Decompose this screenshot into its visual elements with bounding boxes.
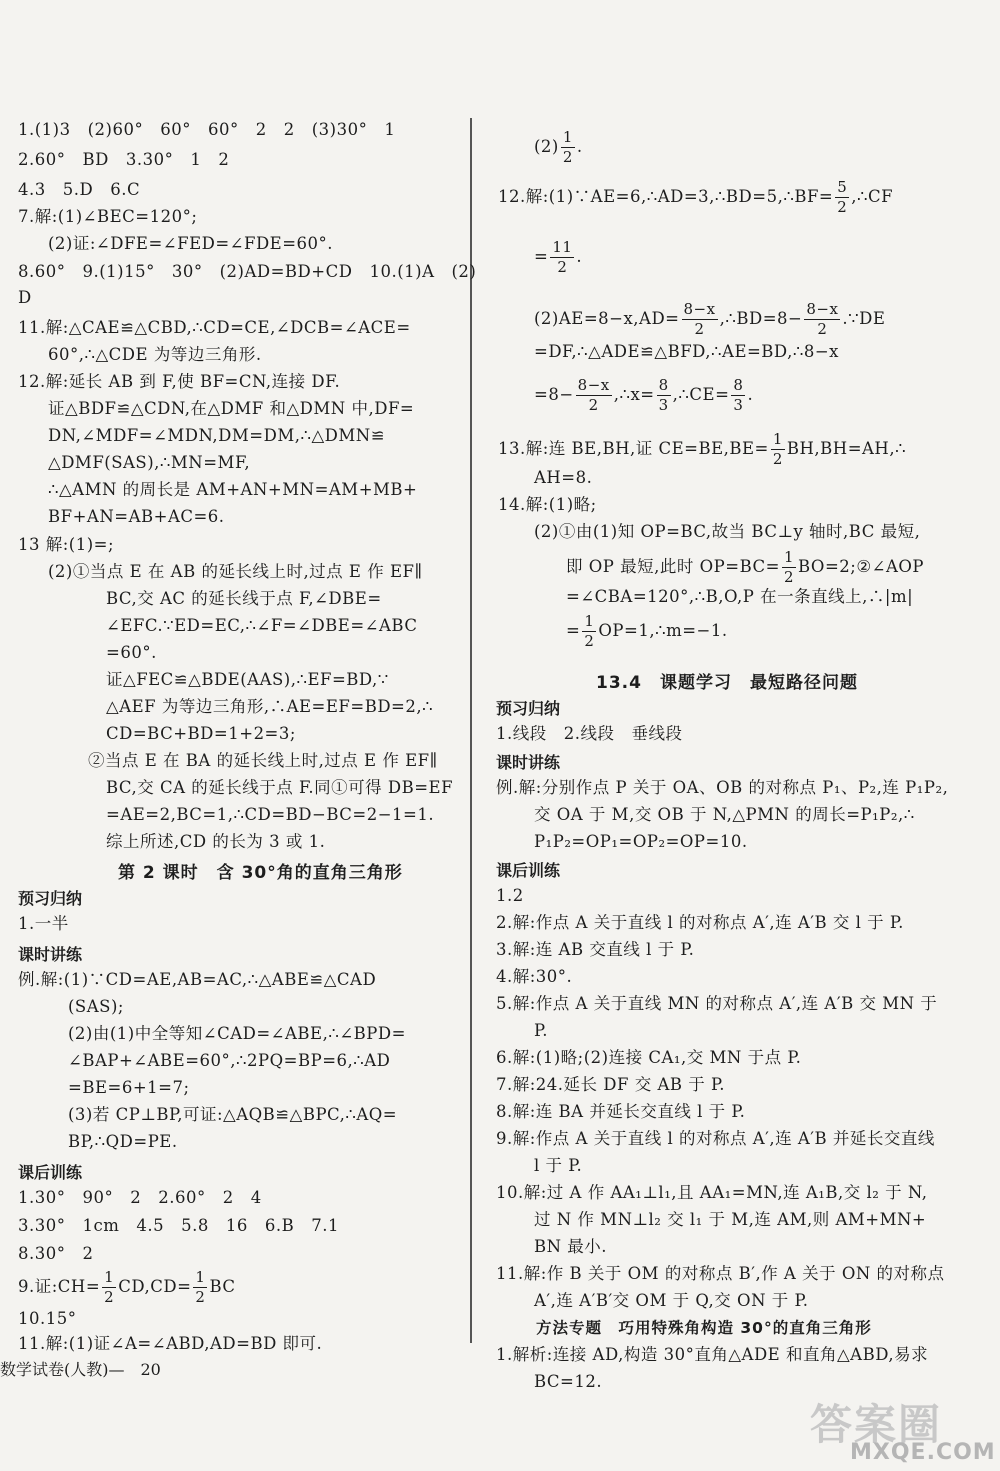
text-line: 13 解:(1)=;: [18, 535, 115, 554]
text-line: BC,交 CA 的延长线于点 F.同①可得 DB=EF: [106, 778, 454, 797]
text-line: 8.60° 9.(1)15° 30° (2)AD=BD+CD 10.(1)A (2): [18, 262, 477, 281]
text-line: =8− $\frac{8-x}{2}$ ,∴x= $\frac{8}{3}$ ,∴CE= $\frac{8}{3}$ .: [534, 376, 754, 414]
method-title: 方法专题 巧用特殊角构造 30°的直角三角形: [536, 1319, 872, 1337]
section-heading: 课后训练: [496, 861, 561, 880]
text-line: (2)①当点 E 在 AB 的延长线上时,过点 E 作 EF∥: [48, 562, 423, 581]
text-line: =DF,∴△ADE≌△BFD,∴AE=BD,∴8−x: [534, 342, 839, 361]
section-heading: 课时讲练: [496, 753, 561, 772]
watermark-url: MXQE.COM: [850, 1440, 996, 1465]
fraction: $\frac{1}{2}$: [562, 128, 573, 166]
page-footer: 数学试卷(人教)— 20: [0, 1360, 161, 1379]
text-line: 证△BDF≌△CDN,在△DMF 和△DMN 中,DF=: [48, 399, 415, 418]
text-line: 11.解:作 B 关于 OM 的对称点 B′,作 A 关于 ON 的对称点: [496, 1264, 945, 1283]
watermark-logo: 答案圈: [810, 1400, 943, 1449]
text-line: BN 最小.: [534, 1237, 608, 1256]
fraction: $\frac{8-x}{2}$: [806, 300, 839, 338]
text-line: 13.解:连 BE,BH,证 CE=BE,BE= $\frac{1}{2}$ BH,BH=AH,∴: [498, 430, 907, 468]
text-line: P.: [534, 1021, 549, 1040]
text-line: P₁P₂=OP₁=OP₂=OP=10.: [534, 832, 748, 851]
text-line: (2)由(1)中全等知∠CAD=∠ABE,∴∠BPD=: [68, 1024, 406, 1043]
text-line: A′,连 A′B′交 OM 于 Q,交 ON 于 P.: [534, 1291, 809, 1310]
text-line: =BE=6+1=7;: [68, 1078, 190, 1097]
text-line: =∠CBA=120°,∴B,O,P 在一条直线上,∴|m|: [566, 587, 914, 606]
fraction: $\frac{1}{2}$: [195, 1268, 206, 1306]
text-line: 6.解:(1)略;(2)连接 CA₁,交 MN 于点 P.: [496, 1048, 802, 1067]
text-line: 10.15°: [18, 1309, 77, 1328]
text-line: 14.解:(1)略;: [498, 495, 597, 514]
section-heading: 预习归纳: [18, 889, 83, 908]
column-divider: [470, 118, 472, 1343]
text-line: (2) $\frac{1}{2}$ .: [534, 128, 583, 166]
text-line: 4.3 5.D 6.C: [18, 180, 141, 199]
text-line: △DMF(SAS),∴MN=MF,: [48, 453, 251, 472]
text-line: 例.解:(1)∵CD=AE,AB=AC,∴△ABE≌△CAD: [18, 970, 377, 989]
text-line: △AEF 为等边三角形,∴AE=EF=BD=2,∴: [106, 697, 434, 716]
text-line: BC=12.: [534, 1372, 603, 1391]
text-line: (2)证:∠DFE=∠FED=∠FDE=60°.: [48, 234, 334, 253]
text-line: 3.解:连 AB 交直线 l 于 P.: [496, 940, 695, 959]
fraction: $\frac{5}{2}$: [837, 178, 848, 216]
text-line: 1.解析:连接 AD,构造 30°直角△ADE 和直角△ABD,易求: [496, 1345, 929, 1364]
text-line: 1.一半: [18, 914, 69, 933]
text-line: 9.解:作点 A 关于直线 l 的对称点 A′,连 A′B 并延长交直线: [496, 1129, 935, 1148]
text-line: 5.解:作点 A 关于直线 MN 的对称点 A′,连 A′B 交 MN 于: [496, 994, 938, 1013]
text-line: l 于 P.: [534, 1156, 583, 1175]
text-line: ∴△AMN 的周长是 AM+AN+MN=AM+MB+: [48, 480, 418, 499]
text-line: ∠BAP+∠ABE=60°,∴2PQ=BP=6,∴AD: [68, 1051, 391, 1070]
section-title: 13.4 课题学习 最短路径问题: [596, 673, 858, 693]
fraction: $\frac{11}{2}$: [552, 238, 573, 276]
text-line: ②当点 E 在 BA 的延长线上时,过点 E 作 EF∥: [88, 751, 438, 770]
text-line: 2.解:作点 A 关于直线 l 的对称点 A′,连 A′B 交 l 于 P.: [496, 913, 904, 932]
text-line: 8.解:连 BA 并延长交直线 l 于 P.: [496, 1102, 746, 1121]
text-line: =60°.: [106, 643, 157, 662]
text-line: (2)①由(1)知 OP=BC,故当 BC⊥y 轴时,BC 最短,: [534, 522, 921, 541]
text-line: = $\frac{1}{2}$ OP=1,∴m=−1.: [566, 612, 728, 650]
fraction: $\frac{8-x}{2}$: [577, 376, 610, 414]
text-line: 1.线段 2.线段 垂线段: [496, 724, 683, 743]
section-title: 第 2 课时 含 30°角的直角三角形: [118, 863, 403, 883]
text-line: 7.解:24.延长 DF 交 AB 于 P.: [496, 1075, 725, 1094]
text-line: 1.2: [496, 886, 524, 905]
text-line: =AE=2,BC=1,∴CD=BD−BC=2−1=1.: [106, 805, 435, 824]
text-line: 3.30° 1cm 4.5 5.8 16 6.B 7.1: [18, 1216, 339, 1235]
text-line: DN,∠MDF=∠MDN,DM=DM,∴△DMN≌: [48, 426, 386, 445]
fraction: $\frac{1}{2}$: [584, 612, 595, 650]
text-line: BF+AN=AB+AC=6.: [48, 507, 225, 526]
text-line: AH=8.: [534, 468, 593, 487]
text-line: (2)AE=8−x,AD= $\frac{8-x}{2}$ ,∴BD=8− $\frac{8-x}{2}$ .∵DE: [534, 300, 886, 338]
text-line: 即 OP 最短,此时 OP=BC= $\frac{1}{2}$ BO=2;②∠AOP: [566, 548, 925, 586]
text-line: 交 OA 于 M,交 OB 于 N,△PMN 的周长=P₁P₂,∴: [534, 805, 915, 824]
text-line: 1.30° 90° 2 2.60° 2 4: [18, 1188, 262, 1207]
text-line: 11.解:(1)证∠A=∠ABD,AD=BD 即可.: [18, 1334, 323, 1353]
text-line: 60°,∴△CDE 为等边三角形.: [48, 345, 262, 364]
text-line: (3)若 CP⊥BP,可证:△AQB≌△BPC,∴AQ=: [68, 1105, 398, 1124]
text-line: D: [18, 288, 32, 307]
text-line: = $\frac{11}{2}$ .: [534, 238, 583, 276]
text-line: 9.证:CH= $\frac{1}{2}$ CD,CD= $\frac{1}{2}$ BC: [18, 1268, 236, 1306]
section-heading: 课时讲练: [18, 945, 83, 964]
text-line: 12.解:(1)∵AE=6,∴AD=3,∴BD=5,∴BF= $\frac{5}{2}$ ,∴CF: [498, 178, 894, 216]
fraction: $\frac{1}{2}$: [772, 430, 783, 468]
text-line: 11.解:△CAE≌△CBD,∴CD=CE,∠DCB=∠ACE=: [18, 318, 411, 337]
fraction: $\frac{8}{3}$: [733, 376, 744, 414]
text-line: 8.30° 2: [18, 1244, 94, 1263]
fraction: $\frac{8}{3}$: [658, 376, 669, 414]
text-line: 4.解:30°.: [496, 967, 573, 986]
text-line: 1.(1)3 (2)60° 60° 60° 2 2 (3)30° 1: [18, 120, 396, 139]
text-line: 综上所述,CD 的长为 3 或 1.: [106, 832, 326, 851]
text-line: 过 N 作 MN⊥l₂ 交 l₁ 于 M,连 AM,则 AM+MN+: [534, 1210, 927, 1229]
text-line: 例.解:分别作点 P 关于 OA、OB 的对称点 P₁、P₂,连 P₁P₂,: [496, 778, 949, 797]
text-line: 10.解:过 A 作 AA₁⊥l₁,且 AA₁=MN,连 A₁B,交 l₂ 于 N,: [496, 1183, 928, 1202]
fraction: $\frac{1}{2}$: [104, 1268, 115, 1306]
text-line: 证△FEC≌△BDE(AAS),∴EF=BD,∵: [106, 670, 389, 689]
text-line: BP,∴QD=PE.: [68, 1132, 178, 1151]
text-line: CD=BC+BD=1+2=3;: [106, 724, 296, 743]
text-line: (SAS);: [68, 997, 124, 1016]
fraction: $\frac{1}{2}$: [783, 548, 794, 586]
fraction: $\frac{8-x}{2}$: [683, 300, 716, 338]
text-line: 2.60° BD 3.30° 1 2: [18, 150, 230, 169]
text-line: 12.解:延长 AB 到 F,使 BF=CN,连接 DF.: [18, 372, 341, 391]
text-line: ∠EFC.∵ED=EC,∴∠F=∠DBE=∠ABC: [106, 616, 418, 635]
text-line: 7.解:(1)∠BEC=120°;: [18, 207, 198, 226]
section-heading: 预习归纳: [496, 699, 561, 718]
section-heading: 课后训练: [18, 1163, 83, 1182]
text-line: BC,交 AC 的延长线于点 F,∠DBE=: [106, 589, 382, 608]
